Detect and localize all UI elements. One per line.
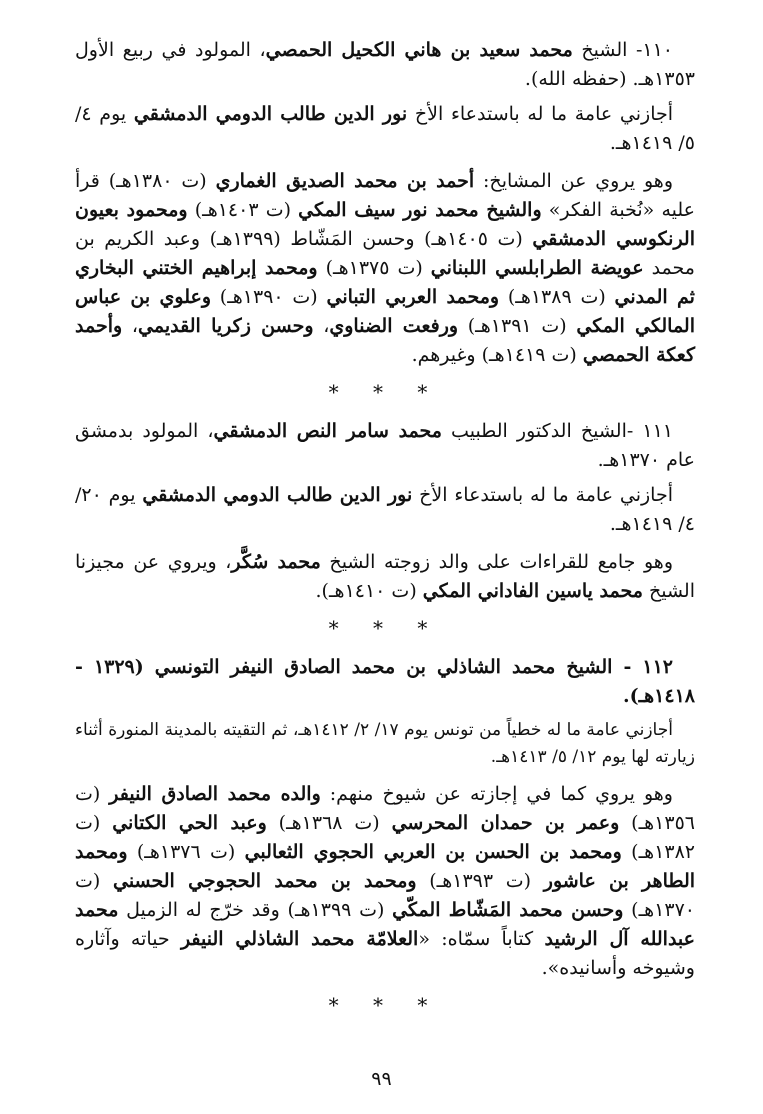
body-text: ،	[313, 315, 330, 337]
body-text: ، المولود بدمشق عام ١٣٧٠هـ.	[75, 420, 695, 471]
body-text: وهو يروي عن المشايخ:	[474, 170, 673, 192]
entry-112-heading	[75, 653, 695, 711]
entry-112-chain	[75, 780, 695, 983]
body-text: (ت ١٣٥٦هـ)	[75, 783, 695, 834]
bold-name-text: محمد سامر النص الدمشقي	[213, 420, 442, 442]
bold-name-text: ومحمد العربي التباني	[326, 286, 500, 308]
body-text: يوم ٤/ ٥/ ١٤١٩هـ.	[75, 103, 695, 154]
bold-name-text: والده محمد الصادق النيفر	[109, 783, 321, 805]
body-text: (ت ١٣٩١هـ)	[458, 315, 577, 337]
body-text: (ت ١٤١٩هـ) وغيرهم.	[411, 344, 583, 366]
bold-name-text: ومحمود بعيون الرنكوسي الدمشقي	[75, 199, 695, 250]
body-text: (ت ١٣٦٨هـ)	[266, 812, 392, 834]
bold-name-text: وأحمد كعكة الحمصي	[75, 315, 695, 366]
entry-112-ijaza	[75, 717, 695, 771]
section-separator: * * *	[328, 993, 442, 1017]
body-text: أجازني عامة ما له باستدعاء الأخ	[407, 103, 674, 125]
page-body	[75, 36, 695, 1030]
bold-name-text: عويضة الطرابلسي اللبناني	[430, 257, 644, 279]
body-text: (ت ١٣٧٥هـ)	[317, 257, 431, 279]
bold-name-text: ومحمد الطاهر بن عاشور	[75, 841, 696, 892]
body-text: (ت ١٣٩٩هـ) وقد خرّج له الزميل	[118, 899, 393, 921]
body-text: (ت ١٣٨٠هـ) قرأ عليه «نُخبة الفكر»	[75, 170, 695, 221]
body-text: (ت ١٣٨٢هـ)	[75, 812, 695, 863]
entry-110-heading	[75, 36, 695, 94]
body-text: ، المولود في ربيع الأول ١٣٥٣هـ. (حفظه الله).	[75, 39, 695, 90]
body-text: ، ويروي عن مجيزنا الشيخ	[75, 551, 695, 602]
bold-name-text: العلامّة محمد الشاذلي النيفر	[180, 928, 419, 950]
entry-112	[75, 653, 695, 983]
body-text: وهو يروي كما في إجازته عن شيوخ منهم:	[320, 783, 673, 805]
body-text: (ت ١٤١٠هـ).	[315, 580, 423, 602]
bold-name-text: وحسن محمد المَشّاط المكّي	[392, 899, 624, 921]
body-text: أجازني عامة ما له خطياً من تونس يوم ١٧/ ٢/ ١٤١٢هـ، ثم التقيته بالمدينة المنورة أثناء زيارته لها يوم ١٢/ ٥/ ١٤١٣هـ.	[75, 720, 695, 767]
bold-name-text: نور الدين طالب الدومي الدمشقي	[142, 484, 413, 506]
entry-111-heading	[75, 417, 695, 475]
bold-name-text: ورفعت الضناوي	[329, 315, 459, 337]
bold-name-text: ١١٢ - الشيخ محمد الشاذلي بن محمد الصادق النيفر التونسي (١٣٢٩ - ١٤١٨هـ).	[75, 656, 695, 707]
bold-name-text: والشيخ محمد نور سيف المكي	[298, 199, 542, 221]
section-separator: * * *	[328, 380, 442, 404]
body-text: أجازني عامة ما له باستدعاء الأخ	[412, 484, 673, 506]
body-text: وهو جامع للقراءات على والد زوجته الشيخ	[320, 551, 674, 573]
page-number: ٩٩	[371, 1068, 392, 1090]
bold-name-text: ومحمد بن الحسن بن العربي الحجوي الثعالبي	[244, 841, 622, 863]
bold-name-text: نور الدين طالب الدومي الدمشقي	[133, 103, 408, 125]
bold-name-text: أحمد بن محمد الصديق الغماري	[215, 170, 475, 192]
bold-name-text: وعمر بن حمدان المحرسي	[391, 812, 620, 834]
entry-111	[75, 417, 695, 606]
body-text: كتاباً سمّاه: «	[418, 928, 545, 950]
bold-name-text: وحسن زكريا القديمي	[138, 315, 314, 337]
body-text: (ت ١٣٧٦هـ)	[127, 841, 245, 863]
body-text: ،	[122, 315, 139, 337]
body-text: ١١٠- الشيخ	[572, 39, 674, 61]
entry-111-chain	[75, 548, 695, 606]
entry-110-ijaza	[75, 100, 695, 158]
entry-111-ijaza	[75, 481, 695, 539]
entry-110	[75, 36, 695, 370]
bold-name-text: محمد سُكَّر	[231, 551, 321, 573]
section-separator: * * *	[328, 616, 442, 640]
entry-110-chain	[75, 167, 695, 370]
body-text: (ت ١٤٠٣هـ)	[187, 199, 299, 221]
bold-name-text: محمد ياسين الفاداني المكي	[422, 580, 643, 602]
body-text: يوم ٢٠/ ٤/ ١٤١٩هـ.	[75, 484, 695, 535]
body-text: (ت ١٣٩٣هـ)	[416, 870, 544, 892]
body-text: (ت ١٣٨٩هـ)	[499, 286, 615, 308]
bold-name-text: وعلوي بن عباس المالكي المكي	[75, 286, 695, 337]
body-text: ١١١ -الشيخ الدكتور الطبيب	[441, 420, 673, 442]
bold-name-text: وعبد الحي الكتاني	[112, 812, 267, 834]
bold-name-text: محمد سعيد بن هاني الكحيل الحمصي	[265, 39, 573, 61]
body-text: حياته وآثاره وشيوخه وأسانيده».	[75, 928, 695, 979]
bold-name-text: ومحمد إبراهيم الختني البخاري ثم المدني	[75, 257, 695, 308]
bold-name-text: محمد عبدالله آل الرشيد	[75, 899, 696, 950]
body-text: (ت ١٣٧٠هـ)	[75, 870, 695, 921]
bold-name-text: ومحمد بن محمد الحجوجي الحسني	[112, 870, 417, 892]
body-text: (ت ١٣٩٠هـ)	[211, 286, 327, 308]
body-text: (ت ١٤٠٥هـ) وحسن المَشّاط (١٣٩٩هـ) وعبد الكريم بن محمد	[75, 228, 695, 279]
